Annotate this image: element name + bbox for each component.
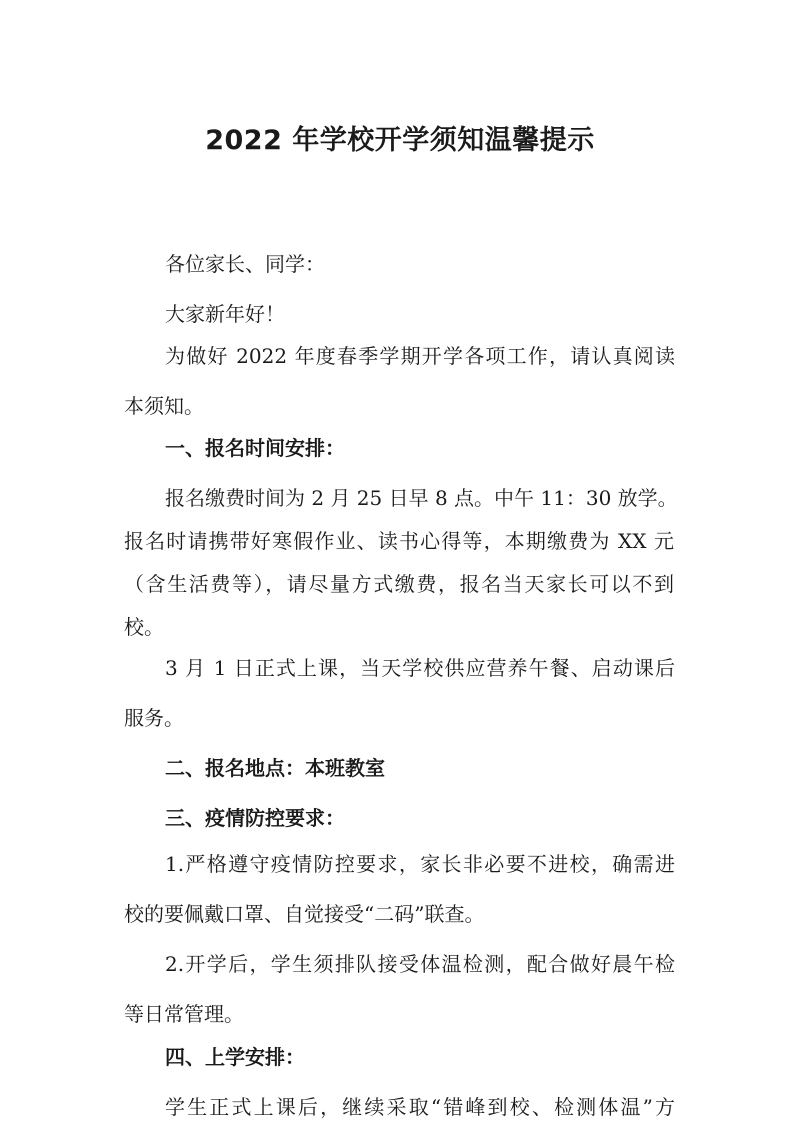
epidemic-item-line: 等日常管理。 [124, 1002, 244, 1026]
document-title: 2022 年学校开学须知温馨提示 [205, 125, 595, 156]
epidemic-item-line: 2.开学后，学生须排队接受体温检测，配合做好晨午检 [165, 952, 675, 976]
epidemic-item-line: 校的要佩戴口罩、自觉接受“二码”联查。 [124, 902, 485, 926]
registration-paragraph-line: 报名时请携带好寒假作业、读书心得等，本期缴费为 XX 元 [124, 529, 674, 553]
school-arrangement-paragraph-line: 学生正式上课后，继续采取“错峰到校、检测体温”方 [165, 1095, 675, 1119]
section-heading-registration-time: 一、报名时间安排： [165, 436, 345, 460]
intro-paragraph-line: 本须知。 [124, 394, 204, 418]
registration-paragraph-line: （含生活费等），请尽量方式缴费，报名当天家长可以不到 [124, 572, 674, 596]
new-year-greeting: 大家新年好！ [165, 302, 285, 326]
intro-paragraph-line: 为做好 2022 年度春季学期开学各项工作，请认真阅读 [165, 344, 675, 368]
registration-paragraph-line: 校。 [124, 615, 164, 639]
section-heading-school-arrangement: 四、上学安排： [165, 1045, 305, 1069]
registration-paragraph-line: 报名缴费时间为 2 月 25 日早 8 点。中午 11：30 放学。 [165, 486, 678, 510]
greeting: 各位家长、同学： [165, 252, 325, 276]
epidemic-item-line: 1.严格遵守疫情防控要求，家长非必要不进校，确需进 [165, 852, 675, 876]
section-heading-epidemic-requirements: 三、疫情防控要求： [165, 806, 345, 830]
class-start-paragraph-line: 3 月 1 日正式上课，当天学校供应营养午餐、启动课后 [165, 656, 675, 680]
section-heading-registration-location: 二、报名地点：本班教室 [165, 756, 385, 780]
class-start-paragraph-line: 服务。 [124, 706, 184, 730]
